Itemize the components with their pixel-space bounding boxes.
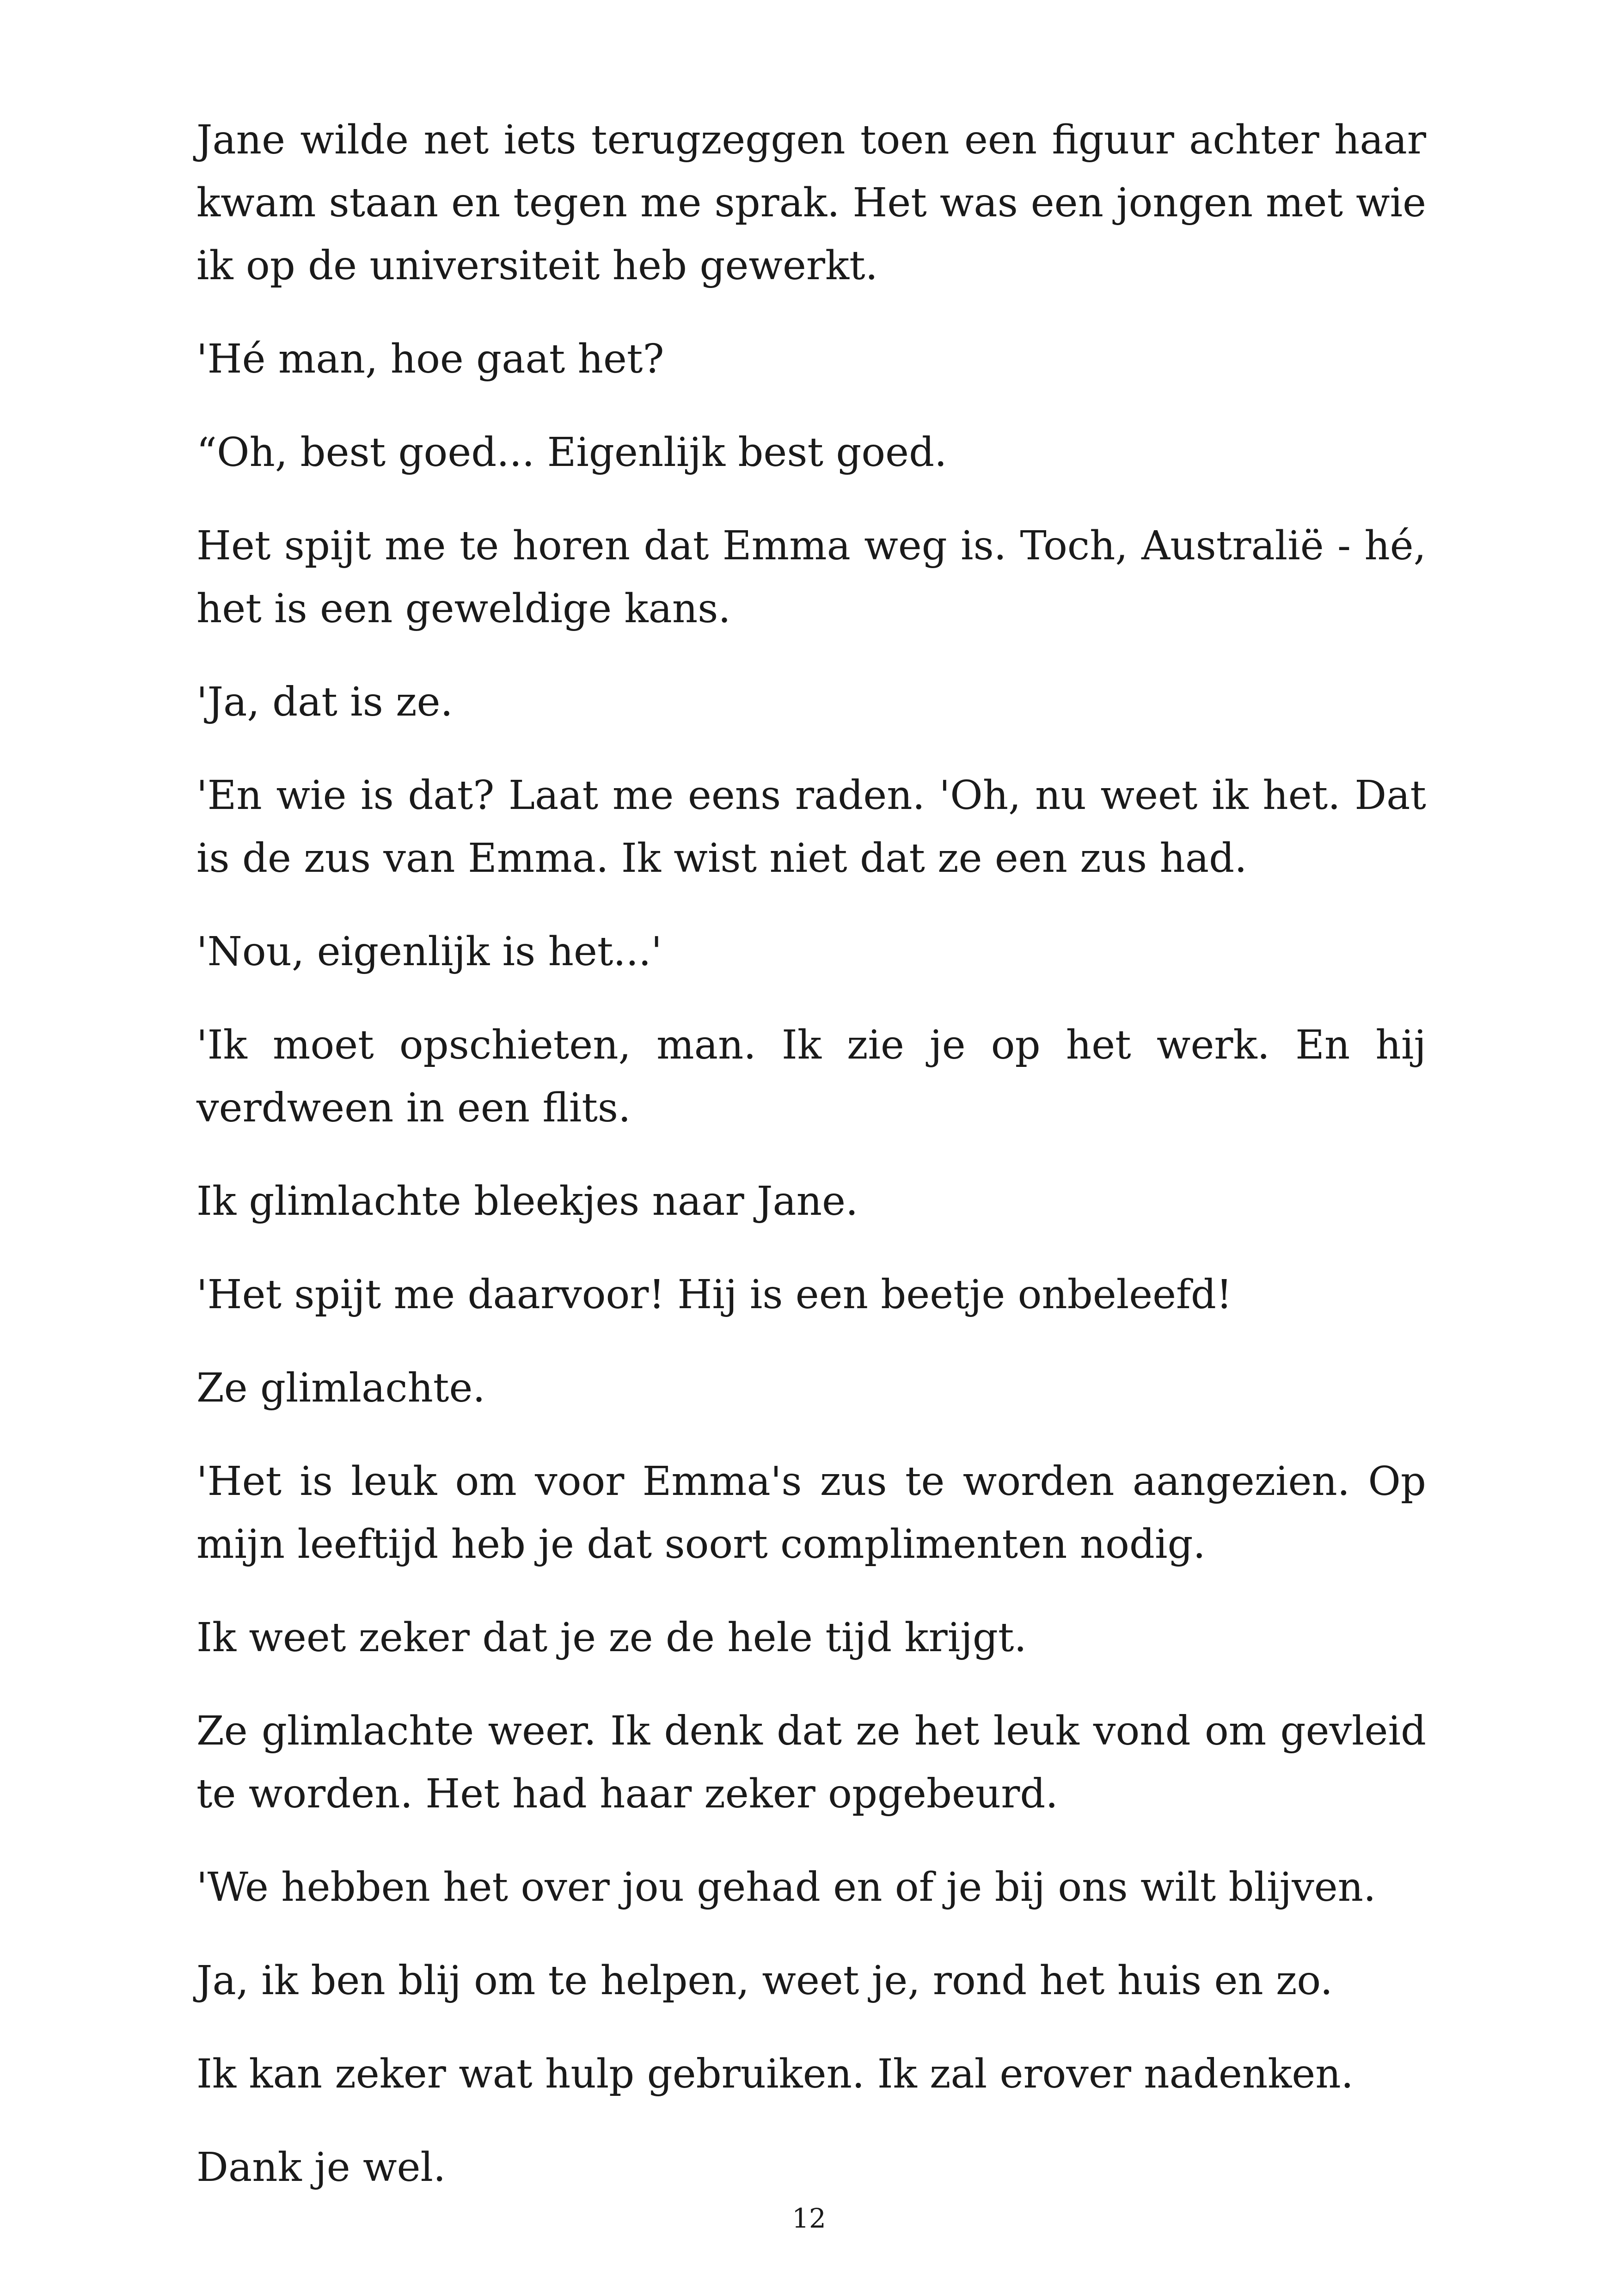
paragraph: Ik weet zeker dat je ze de hele tijd krijgt. (196, 1615, 1027, 1661)
paragraph: Het spijt me te horen dat Emma weg is. Toch, Australië - hé, het is een geweldige kans. (196, 523, 1426, 632)
paragraph: 'Nou, eigenlijk is het...' (196, 929, 662, 975)
paragraph: Dank je wel. (196, 2144, 446, 2191)
paragraph: Jane wilde net iets terugzeggen toen een figuur achter haar kwam staan en tegen me sprak. Het was een jongen met wie ik op de universiteit heb gewerkt. (196, 117, 1426, 289)
paragraph: Ik glimlachte bleekjes naar Jane. (196, 1178, 858, 1225)
paragraph: 'Ja, dat is ze. (196, 679, 453, 725)
paragraph: 'Het spijt me daarvoor! Hij is een beetje onbeleefd! (196, 1272, 1232, 1318)
page-number: 12 (792, 2203, 826, 2234)
paragraph: Ja, ik ben blij om te helpen, weet je, rond het huis en zo. (196, 1958, 1333, 2004)
paragraph: 'Het is leuk om voor Emma's zus te worden aangezien. Op mijn leeftijd heb je dat soort complimenten nodig. (196, 1458, 1426, 1567)
paragraph: 'Hé man, hoe gaat het? (196, 336, 664, 382)
paragraph: 'Ik moet opschieten, man. Ik zie je op het werk. En hij verdween in een flits. (196, 1022, 1426, 1131)
body-text (196, 109, 1426, 2229)
paragraph: Ze glimlachte. (196, 1365, 485, 1411)
paragraph: Ik kan zeker wat hulp gebruiken. Ik zal erover nadenken. (196, 2051, 1354, 2097)
paragraph: Ze glimlachte weer. Ik denk dat ze het leuk vond om gevleid te worden. Het had haar zeker opgebeurd. (196, 1708, 1426, 1817)
paragraph: 'En wie is dat? Laat me eens raden. 'Oh, nu weet ik het. Dat is de zus van Emma. Ik wist niet dat ze een zus had. (196, 772, 1426, 882)
paragraph: 'We hebben het over jou gehad en of je bij ons wilt blijven. (196, 1864, 1376, 1910)
paragraph: “Oh, best goed... Eigenlijk best goed. (196, 429, 947, 476)
